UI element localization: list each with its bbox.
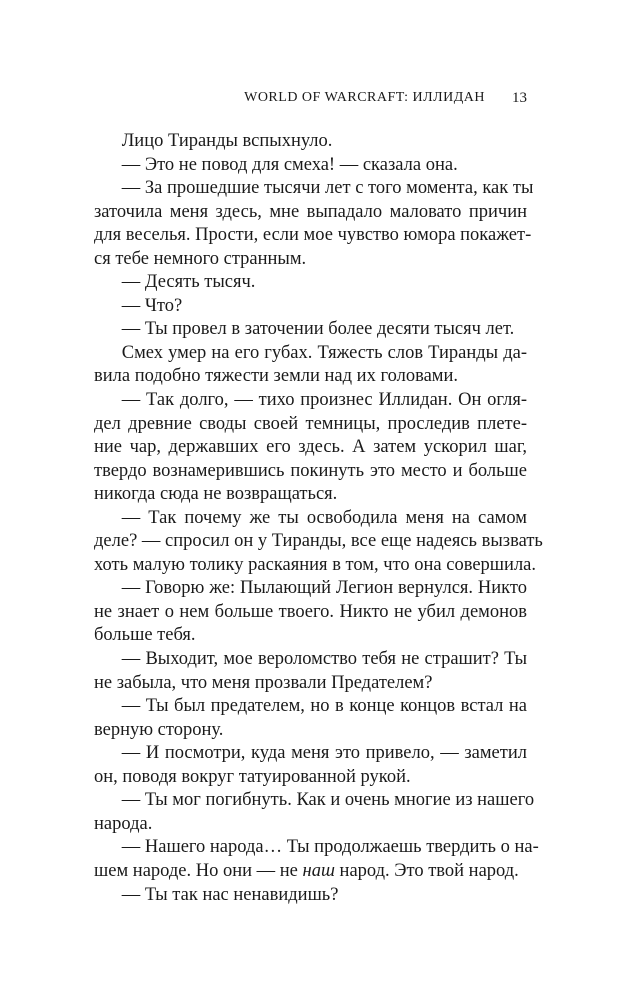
text-line: ние чар, державших его здесь. А затем ускорил шаг,: [94, 437, 527, 458]
text-line: [94, 860, 527, 884]
text-line: не забыла, что меня прозвали Предателем?: [94, 672, 433, 693]
text-line: вила подобно тяжести земли над их головами.: [94, 366, 459, 387]
text-line: для веселья. Прости, если мое чувство юмора покажет-: [94, 225, 532, 246]
text-line: — Что?: [121, 295, 183, 316]
text-line: — Ты мог погибнуть. Как и очень многие из нашего: [121, 790, 535, 811]
text-line: — Так долго, — тихо произнес Иллидан. Он огля-: [121, 390, 527, 411]
emphasis-word: наш: [302, 860, 335, 881]
running-title: WORLD OF WARCRAFT: ИЛЛИДАН: [244, 90, 485, 105]
body-text: [94, 130, 543, 907]
running-head: [60, 90, 527, 112]
text-line: — Ты был предателем, но в конце концов встал на: [121, 696, 527, 717]
text-line: — Ты провел в заточении более десяти тысяч лет.: [121, 319, 515, 340]
text-line: — Выходит, мое вероломство тебя не страшит? Ты: [121, 649, 527, 670]
text-line: дел древние своды своей темницы, проследив плете-: [94, 413, 527, 434]
text-line: не знает о нем больше твоего. Никто не убил демонов: [94, 601, 527, 622]
text-line: — Так почему же ты освободила меня на самом: [121, 507, 527, 528]
text-run: народ. Это твой народ.: [334, 860, 519, 881]
text-line: — Ты так нас ненавидишь?: [121, 884, 339, 905]
text-line: он, поводя вокруг татуированной рукой.: [94, 766, 411, 787]
text-run: шем народе. Но они — не: [94, 860, 303, 881]
text-line: Смех умер на его губах. Тяжесть слов Тиранды да-: [121, 342, 527, 363]
text-line: — За прошедшие тысячи лет с того момента, как ты: [121, 178, 534, 199]
text-line: верную сторону.: [94, 719, 224, 740]
text-line: никогда сюда не возвращаться.: [94, 484, 338, 505]
text-line: ся тебе немного странным.: [94, 248, 307, 269]
text-line: твердо вознамерившись покинуть это место и больше: [94, 460, 527, 481]
text-line: деле? — спросил он у Тиранды, все еще надеясь вызвать: [94, 531, 543, 552]
text-line: хоть малую толику раскаяния в том, что она совершила.: [94, 554, 537, 575]
text-line: — Нашего народа… Ты продолжаешь твердить о на-: [121, 837, 539, 858]
text-line: народа.: [94, 813, 153, 834]
text-line: заточила меня здесь, мне выпадало маловато причин: [94, 201, 527, 222]
text-line: больше тебя.: [94, 625, 196, 646]
page-number: 13: [512, 90, 527, 106]
text-line: — Говорю же: Пылающий Легион вернулся. Никто: [121, 578, 527, 599]
text-line: Лицо Тиранды вспыхнуло.: [121, 131, 333, 151]
text-line: — И посмотри, куда меня это привело, — заметил: [121, 743, 527, 764]
text-line: — Это не повод для смеха! — сказала она.: [121, 154, 458, 175]
text-line: — Десять тысяч.: [121, 272, 256, 293]
